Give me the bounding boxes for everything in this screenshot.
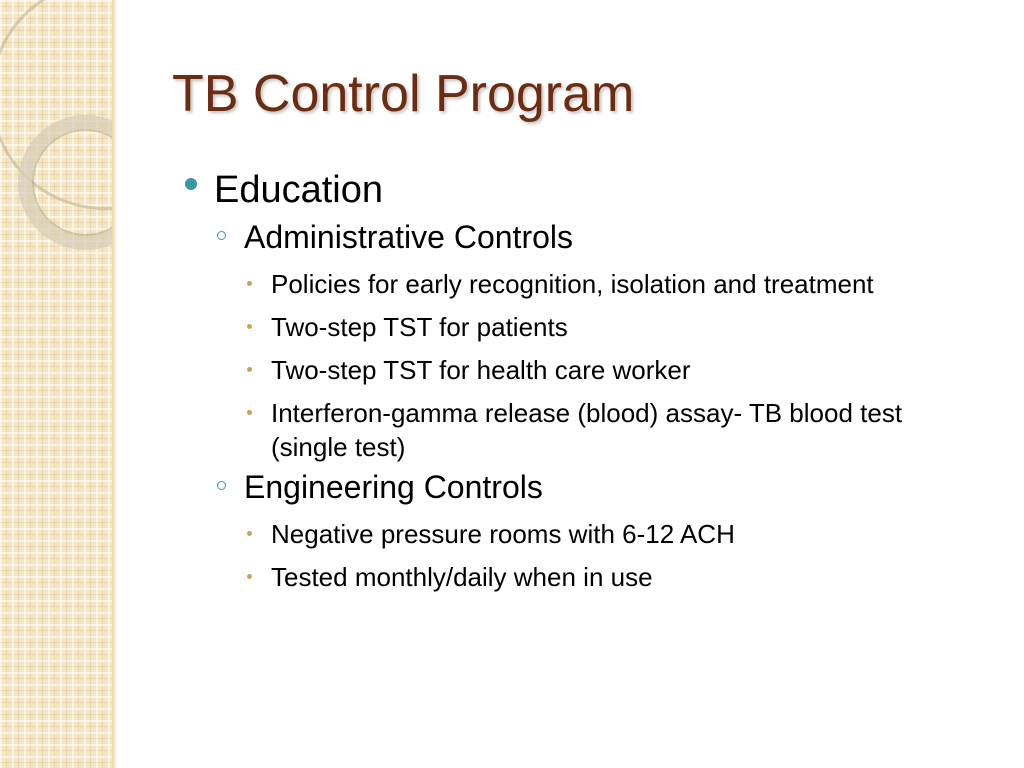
bullet-text: Interferon-gamma release (blood) assay- TB blood test (single test) <box>271 398 903 462</box>
sub-sub-bullet-item <box>185 396 921 464</box>
bullet-small-dot-icon <box>247 410 252 415</box>
sub-sub-bullet-item <box>185 267 921 301</box>
sub-bullet-item <box>185 466 985 508</box>
bullet-text: Two-step TST for health care worker <box>271 355 691 385</box>
bullet-text: Administrative Controls <box>244 219 573 255</box>
sidebar-edge <box>112 0 118 768</box>
sub-sub-bullet-item <box>185 310 921 344</box>
slide-title: TB Control Program <box>172 65 635 123</box>
bullet-small-dot-icon <box>247 281 252 286</box>
bullet-text: Tested monthly/daily when in use <box>271 562 653 592</box>
bullet-dot-icon <box>185 178 197 190</box>
bullet-circle-icon <box>217 481 226 490</box>
bullet-text: Negative pressure rooms with 6-12 ACH <box>271 519 735 549</box>
bullet-text: Education <box>214 169 384 211</box>
bullet-text: Engineering Controls <box>244 469 543 505</box>
bullet-small-dot-icon <box>247 367 252 372</box>
sub-bullet-item <box>185 216 985 258</box>
sub-sub-bullet-item <box>185 517 921 551</box>
bullet-small-dot-icon <box>247 531 252 536</box>
bullet-small-dot-icon <box>247 324 252 329</box>
sub-sub-bullet-item <box>185 353 921 387</box>
bullet-text: Policies for early recognition, isolation and treatment <box>271 269 874 299</box>
bullet-text: Two-step TST for patients <box>271 312 568 342</box>
bullet-small-dot-icon <box>247 574 252 579</box>
decorative-sidebar <box>0 0 112 768</box>
bullet-circle-icon <box>217 231 226 240</box>
sub-sub-bullet-item <box>185 560 921 594</box>
bullet-item <box>185 166 985 214</box>
slide-content <box>185 166 985 594</box>
